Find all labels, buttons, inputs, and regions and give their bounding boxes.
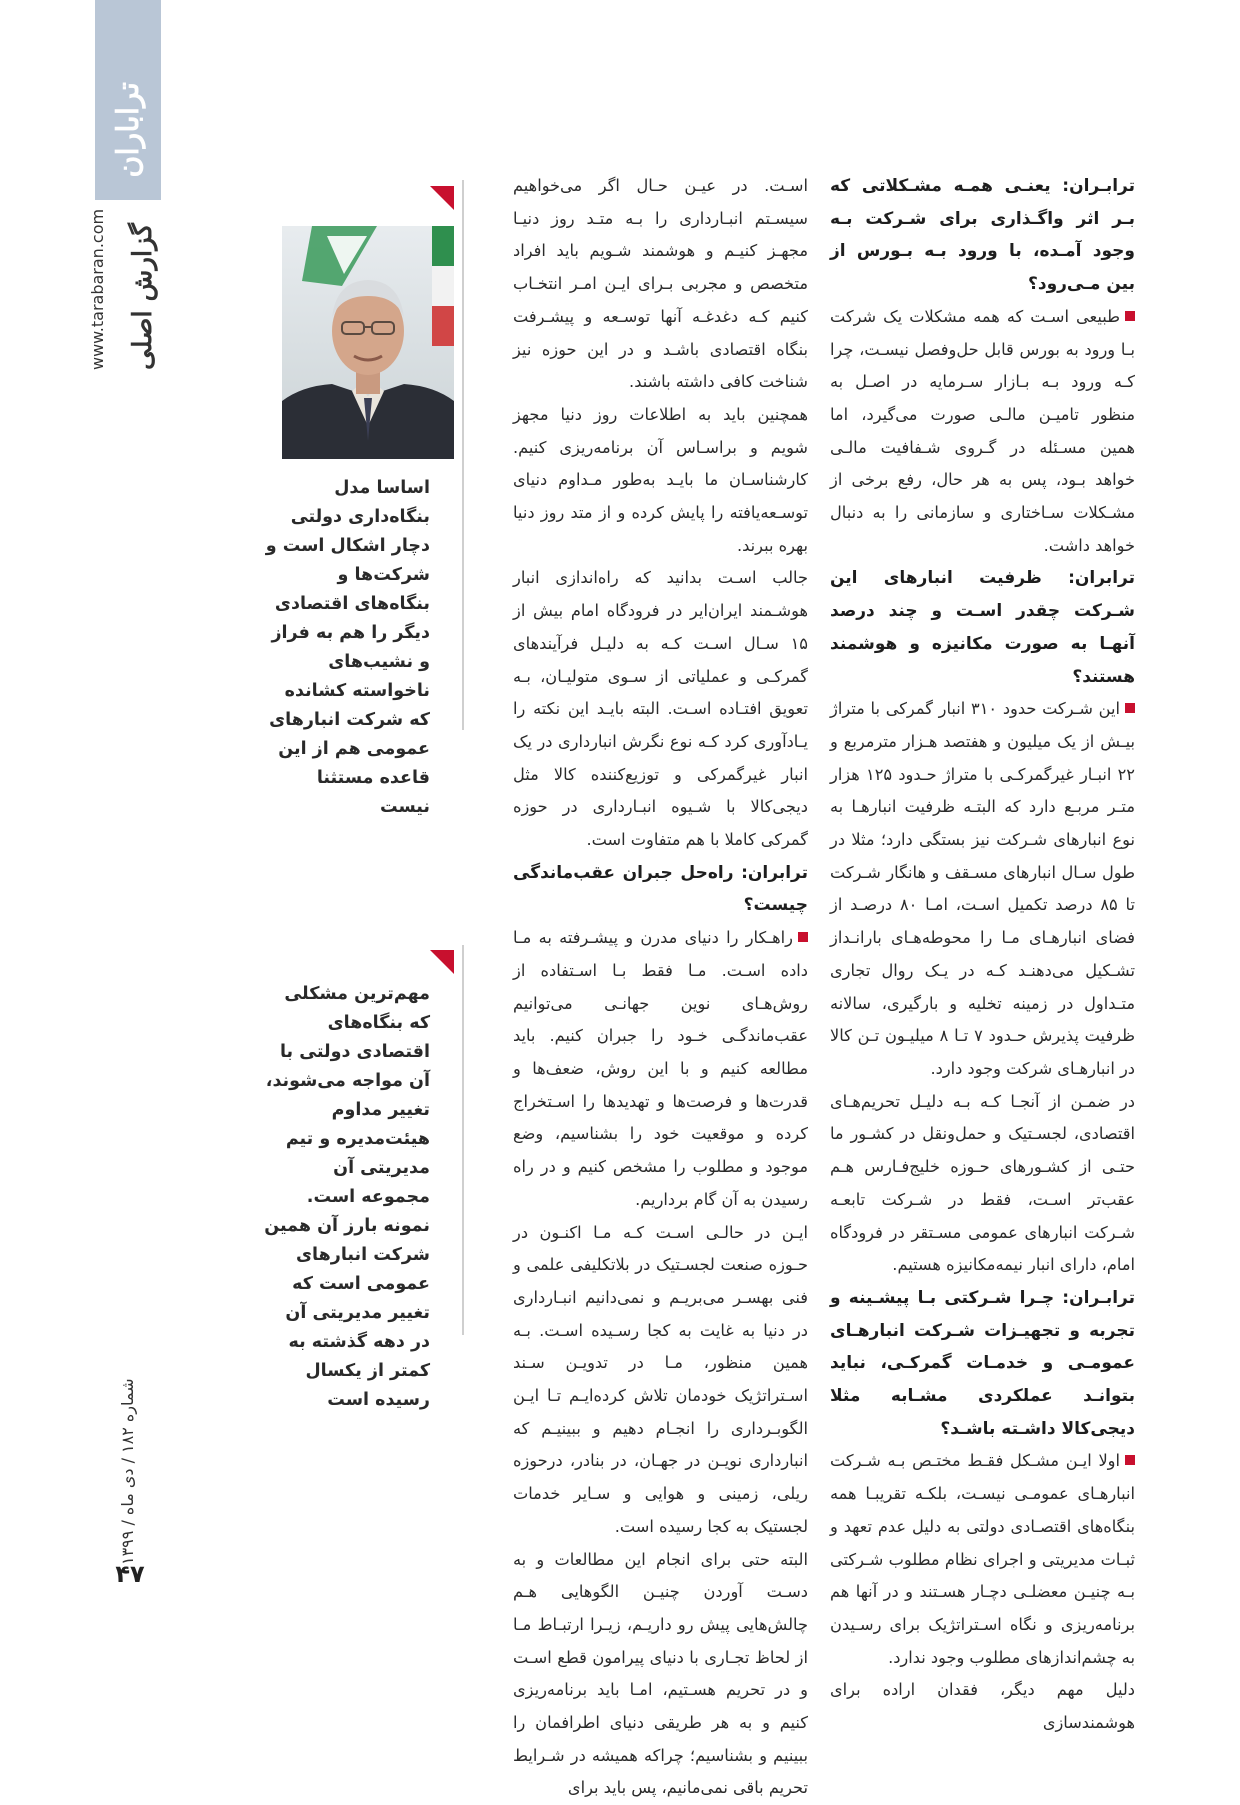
portrait-photo bbox=[282, 226, 454, 459]
red-square-icon bbox=[1125, 1455, 1135, 1465]
portrait-illustration bbox=[282, 226, 454, 459]
paragraph: البته حتی برای انجام این مطالعات و به دسـت آوردن چنیـن الگوهایی هـم چالش‌هایی پیش رو داریـم، زیـرا ارتبـاط مـا از لحاظ تجـاری با دنیای پیرامون قطع اسـت و در تحریم هسـتیم، امـا باید برنامه‌ریزی کنیم و به هر طریقی دنیای اطرافمان را ببینیم و بشناسیم؛ چراکه همیشه در شـرایط تحریم باقی نمی‌مانیم، پس باید برای bbox=[513, 1549, 808, 1798]
interview-answer: این شـرکت حدود ۳۱۰ انبار گمرکی با متراژ بیـش از یک میلیون و هفتصد هـزار مترمربع و ۲۲ انبـار غیرگمرکـی با متراژ حـدود ۱۲۵ هزار متـر مربـع دارد که البتـه ظرفیت انبارهـا به نوع انبارهای شـرکت نیز بستگی دارد؛ مثلا در طول سـال انبارهای مسـقف و هانگار شـرکت تا ۸۵ درصد تکمیل اسـت، امـا ۸۰ درصـد از فضای انبارهـای مـا را محوطه‌هـای بارانـداز تشـکیل می‌دهنـد کـه در یـک روال تجاری متـداول در زمینه تخلیه و بارگیری، سالانه ظرفیت پذیرش حـدود ۷ تـا ۸ میلیـون تـن کالا در انبارهـای شرکت وجود دارد. bbox=[830, 699, 1135, 1078]
pull-quote: مهم‌ترین مشکلی که بنگاه‌های اقتصادی دولتی با آن مواجه می‌شوند، تغییر مداوم هیئت‌مدیره و تیم مدیریتی آن مجموعه است. نمونه بارز آن همین شرکت انبارهای عمومی است که تغییر مدیریتی آن در دهه گذشته به کمتر از یکسال رسیده است bbox=[264, 984, 430, 1410]
article-column-2 bbox=[513, 170, 808, 1805]
red-corner-marker-icon bbox=[430, 186, 454, 210]
column-divider bbox=[462, 945, 464, 1335]
page-number: ۴۷ bbox=[115, 1560, 145, 1588]
paragraph: در ضمـن از آنجـا کـه بـه دلیـل تحریم‌هـای اقتصادی، لجسـتیک و حمل‌ونقل در کشـور ما حتـی از کشـورهای حـوزه خلیج‌فـارس هـم عقب‌تر اسـت، فقط در شـرکت تابعـه شـرکت انبارهای عمومی مسـتقر در فرودگاه امام، دارای انبار نیمه‌مکانیزه هستیم. bbox=[830, 1091, 1135, 1275]
interview-answer: راهـکار را دنیای مدرن و پیشـرفته به مـا داده اسـت. مـا فقط بـا اسـتفاده از روش‌هـای نوین جهانـی می‌توانیم عقب‌ماندگـی خـود را جبران کنیم. باید مطالعه کنیم و با این روش، ضعف‌ها و قدرت‌ها و فرصت‌ها و تهدیدها را اسـتخراج کرده و موقعیت خود را بشناسیم، وضع موجود و مطلوب را مشخص کنیم و در راه رسیدن به آن گام برداریم. bbox=[513, 928, 808, 1209]
magazine-logo bbox=[95, 70, 161, 190]
pull-quote: اساسا مدل بنگاه‌داری دولتی دچار اشکال است و شرکت‌ها و بنگاه‌های اقتصادی دیگر را هم به فراز و نشیب‌های ناخواسته کشانده که شرکت انبارهای عمومی هم از این قاعده مستثنا نیست bbox=[265, 478, 430, 817]
red-square-icon bbox=[1125, 703, 1135, 713]
red-square-icon bbox=[798, 932, 808, 942]
interview-question: ترابران: راه‌حل جبران عقب‌ماندگی چیست؟ bbox=[513, 862, 808, 916]
interview-question: ترابـران: چـرا شـرکتی بـا پیشـینه و تجربه و تجهیـزات شـرکت انبارهـای عمومـی و خدمـات گمرکـی، نباید بتوانـد عملکردی مشـابه مثلا دیجی‌کالا داشـته باشـد؟ bbox=[830, 1287, 1135, 1439]
article-column-1 bbox=[830, 170, 1135, 1740]
paragraph: جالب اسـت بدانید که راه‌اندازی انبار هوشـمند ایران‌ایر در فرودگاه امام بیش از ۱۵ سـال اسـت کـه به دلیـل فرآیندهای گمرکـی و عملیاتی از سـوی متولیـان، بـه تعویق افتـاده اسـت. البته بایـد این نکته را یـادآوری کرد کـه نوع نگرش انبارداری در یک انبار غیرگمرکی و توزیع‌کننده کالا مثل دیجی‌کالا با شـیوه انبـارداری در حوزه گمرکی کاملا با هم متفاوت است. bbox=[513, 568, 808, 850]
red-square-icon bbox=[1125, 311, 1135, 321]
paragraph: دلیل مهم دیگر، فقدان اراده برای هوشمندسازی bbox=[830, 1680, 1135, 1733]
interview-answer: اولا ایـن مشـکل فقـط مختـص بـه شـرکت انبارهـای عمومـی نیسـت، بلکـه تقریبـا همه بنگاه‌های اقتصـادی دولتی به دلیل عدم تعهد و ثبـات مدیریتی و اجرای نظام مطلوب شـرکتی بـه چنیـن معضلـی دچـار هسـتند و در آنها هم برنامه‌ریزی و نگاه اسـتراتژیک برای رسـیدن به چشم‌اندازهای مطلوب وجود ندارد. bbox=[830, 1451, 1135, 1667]
interview-question: ترابران: ظرفیت انبارهای این شـرکت چقدر اسـت و چند درصد آنهـا به صورت مکانیزه و هوشمند هستند؟ bbox=[830, 568, 1135, 687]
interview-question: ترابـران: یعنـی همـه مشـکلاتی که بـر اثر واگـذاری برای شـرکت بـه وجود آمـده، با ورود بـه بـورس از بین مـی‌رود؟ bbox=[830, 176, 1135, 295]
website-url: www.tarabaran.com bbox=[88, 208, 107, 370]
paragraph: همچنین باید به اطلاعات روز دنیا مجهز شویم و براسـاس آن برنامه‌ریزی کنیم. کارشناسـان ما بایـد به‌طور مـداوم دنیای توسـعه‌یافته را پایش کرده و از متد روز دنیا بهره ببرند. bbox=[513, 404, 808, 555]
column-divider bbox=[462, 180, 464, 730]
interview-answer: طبیعی اسـت که همه مشکلات یک شرکت بـا ورود به بورس قابل حل‌وفصل نیسـت، چرا کـه ورود بـه بـازار سـرمایه در اصـل به منظور تامیـن مالـی صورت می‌گیرد، اما همین مسـئله در گـروی شـفافیت مالـی خواهد بـود، پس به هر حال، رفع برخی از مشـکلات سـاختاری و سازمانی را به دنبال خواهد داشت. bbox=[830, 306, 1135, 555]
logo-text: تراباران bbox=[110, 82, 146, 178]
paragraph: ایـن در حالـی اسـت کـه مـا اکنـون در حـوزه صنعت لجسـتیک در بلاتکلیفی علمی و فنی بهسـر می‌بریـم و نمی‌دانیم انبـارداری در دنیا به غایت به کجا رسـیده اسـت. بـه همین منظور، مـا در تدویـن سـند اسـتراتژیک خودمان تلاش کرده‌ایـم تـا ایـن الگوبـرداری را انجـام دهیم و ببینیـم که انبارداری نویـن در جهـان، در بنادر، درحوزه ریلی، زمینی و هوایی و سـایر خدمات لجستیک به کجا رسیده است. bbox=[513, 1222, 808, 1536]
issue-info: شماره ۱۸۲ / دی ماه / ۱۳۹۹ bbox=[118, 1378, 137, 1565]
paragraph: اسـت. در عیـن حـال اگر می‌خواهیم سیسـتم انبـارداری را بـه متـد روز دنیـا مجهـز کنیـم و هوشمند شـویم باید افراد متخصص و مجربی بـرای ایـن امـر انتخـاب کنیم کـه دغدغـه آنها توسـعه و پیشـرفت بنگاه اقتصادی باشـد و در این حوزه نیز شناخت کافی داشته باشند. bbox=[513, 176, 808, 392]
section-title: گزارش اصلی bbox=[128, 223, 158, 370]
red-corner-marker-icon bbox=[430, 950, 454, 974]
